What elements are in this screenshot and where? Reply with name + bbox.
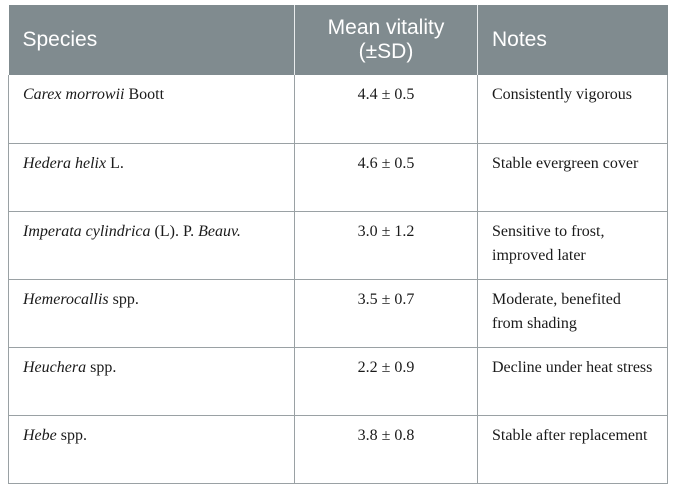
- notes-cell: Decline under heat stress: [478, 347, 668, 415]
- species-name-italic: Hemerocallis: [23, 290, 109, 308]
- notes-cell: Sensitive to frost, improved later: [478, 211, 668, 279]
- vitality-cell: 4.6 ± 0.5: [295, 143, 478, 211]
- species-authority: spp.: [108, 290, 139, 308]
- data-table-container: [8, 5, 667, 484]
- table-row: [9, 415, 668, 483]
- species-authority: Boott: [124, 86, 165, 103]
- table-header: [9, 5, 668, 75]
- vitality-cell: 2.2 ± 0.9: [295, 347, 478, 415]
- species-name-italic: Hedera helix: [23, 154, 107, 172]
- header-row: [9, 5, 668, 75]
- table-row: [9, 211, 668, 279]
- notes-cell: Stable evergreen cover: [478, 143, 668, 211]
- table-row: [9, 347, 668, 415]
- species-authority: L.: [106, 154, 124, 172]
- species-authority: spp.: [56, 426, 87, 444]
- species-name-italic: Heuchera: [23, 358, 87, 376]
- table-body: [9, 75, 668, 483]
- species-name-italic: Imperata cylindrica: [23, 222, 151, 240]
- species-name-italic: Hebe: [23, 426, 57, 444]
- vitality-cell: 4.4 ± 0.5: [295, 75, 478, 143]
- species-cell: [9, 143, 295, 211]
- header-species: Species: [9, 5, 295, 75]
- vitality-cell: 3.8 ± 0.8: [295, 415, 478, 483]
- vitality-cell: 3.5 ± 0.7: [295, 279, 478, 347]
- table-row: [9, 143, 668, 211]
- notes-cell: Stable after replacement: [478, 415, 668, 483]
- species-authority: (L). P.: [150, 222, 199, 240]
- vitality-cell: 3.0 ± 1.2: [295, 211, 478, 279]
- header-notes: Notes: [478, 5, 668, 75]
- notes-cell: Consistently vigorous: [478, 75, 668, 143]
- species-name-italic: Carex morrowii: [23, 86, 125, 103]
- notes-cell: Moderate, benefited from shading: [478, 279, 668, 347]
- species-cell: [9, 211, 295, 279]
- header-mean-vitality: Mean vitality (±SD): [295, 5, 478, 75]
- species-vitality-table: [8, 5, 668, 484]
- table-row: [9, 279, 668, 347]
- species-authority: spp.: [86, 358, 117, 376]
- species-cell: [9, 347, 295, 415]
- species-cell: [9, 415, 295, 483]
- species-cell: [9, 279, 295, 347]
- table-row: [9, 75, 668, 143]
- species-cell: [9, 75, 295, 143]
- species-authority-italic: Beauv.: [198, 222, 241, 240]
